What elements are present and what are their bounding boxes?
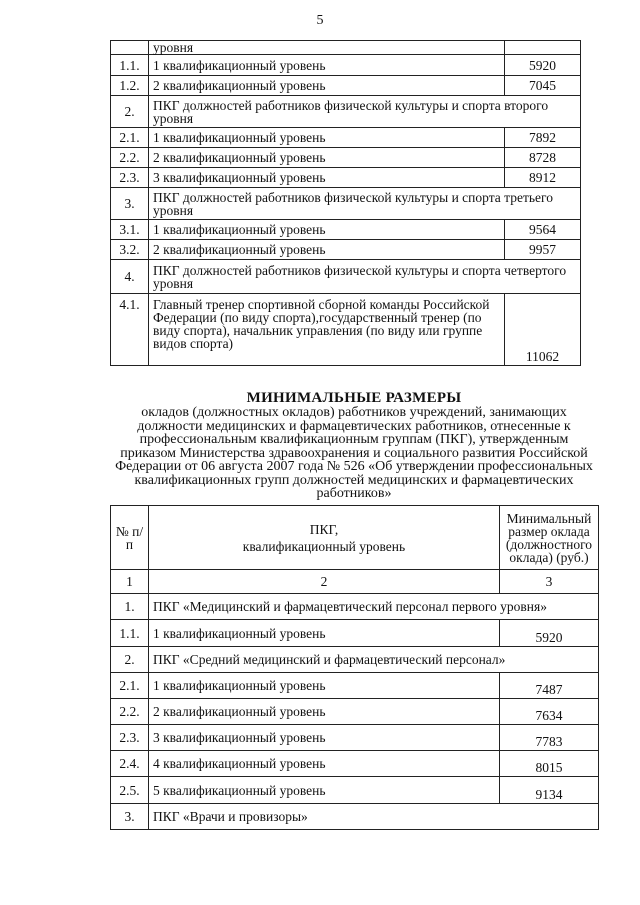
group-title: ПКГ «Средний медицинский и фармацевтический персонал» [149, 647, 599, 673]
section-heading [110, 390, 598, 501]
row-text: 1 квалификационный уровень [149, 55, 505, 76]
row-value: 7487 [500, 673, 599, 699]
index-row [111, 570, 599, 594]
table-row [111, 188, 581, 220]
group-title: ПКГ должностей работников физической культуры и спорта третьего уровня [149, 188, 581, 220]
index-cell: 2 [149, 570, 500, 594]
row-value: 7783 [500, 725, 599, 751]
header-pkg [149, 506, 500, 570]
table-row [111, 55, 581, 76]
row-number: 2. [111, 96, 149, 128]
row-value [505, 41, 581, 55]
group-title: ПКГ «Врачи и провизоры» [149, 804, 599, 830]
group-title: ПКГ «Медицинский и фармацевтический персонал первого уровня» [149, 594, 599, 620]
table-row [111, 673, 599, 699]
table-row [111, 260, 581, 294]
row-value: 7634 [500, 699, 599, 725]
row-number: 2.5. [111, 777, 149, 804]
table-row [111, 76, 581, 96]
row-value: 7892 [505, 128, 581, 148]
row-value: 9134 [500, 777, 599, 804]
row-text: Главный тренер спортивной сборной команды Российской Федерации (по виду спорта),государственный тренер (по виду спорта), начальник управления (по виду или группе видов спорта) [149, 294, 505, 366]
row-text: 2 квалификационный уровень [149, 76, 505, 96]
table-sports-salaries [110, 40, 581, 366]
row-number: 2.1. [111, 673, 149, 699]
row-text: 3 квалификационный уровень [149, 725, 500, 751]
table-medical-salaries [110, 505, 599, 830]
row-value: 9564 [505, 220, 581, 240]
group-title: ПКГ должностей работников физической культуры и спорта второго уровня [149, 96, 581, 128]
row-number: 2.3. [111, 168, 149, 188]
header-row [111, 506, 599, 570]
row-text: 2 квалификационный уровень [149, 148, 505, 168]
table-row [111, 699, 599, 725]
row-text: уровня [149, 41, 505, 55]
table-row [111, 41, 581, 55]
row-number [111, 41, 149, 55]
row-number: 2.2. [111, 699, 149, 725]
table-row [111, 148, 581, 168]
row-text: 5 квалификационный уровень [149, 777, 500, 804]
table-row [111, 620, 599, 647]
page-number: 5 [316, 13, 324, 28]
table-row [111, 594, 599, 620]
row-number: 2.2. [111, 148, 149, 168]
table-row [111, 725, 599, 751]
row-text: 1 квалификационный уровень [149, 620, 500, 647]
row-number: 3. [111, 804, 149, 830]
row-text: 2 квалификационный уровень [149, 240, 505, 260]
row-value: 5920 [505, 55, 581, 76]
table-row [111, 647, 599, 673]
row-number: 4.1. [111, 294, 149, 366]
table-row [111, 804, 599, 830]
row-value: 8912 [505, 168, 581, 188]
row-number: 2.1. [111, 128, 149, 148]
row-number: 1. [111, 594, 149, 620]
header-salary: Минимальный размер оклада (должностного оклада) (руб.) [500, 506, 599, 570]
table-row [111, 168, 581, 188]
row-value: 8015 [500, 751, 599, 777]
header-num: № п/п [111, 506, 149, 570]
row-value: 7045 [505, 76, 581, 96]
row-number: 2.3. [111, 725, 149, 751]
group-title: ПКГ должностей работников физической культуры и спорта четвертого уровня [149, 260, 581, 294]
row-text: 1 квалификационный уровень [149, 673, 500, 699]
row-text: 1 квалификационный уровень [149, 128, 505, 148]
row-value: 5920 [500, 620, 599, 647]
index-cell: 3 [500, 570, 599, 594]
row-number: 4. [111, 260, 149, 294]
row-number: 3.2. [111, 240, 149, 260]
row-number: 2. [111, 647, 149, 673]
row-number: 3. [111, 188, 149, 220]
header-pkg-line2: квалификационный уровень [242, 538, 406, 554]
table-row [111, 220, 581, 240]
row-number: 3.1. [111, 220, 149, 240]
table-row [111, 128, 581, 148]
table-row [111, 777, 599, 804]
row-value: 11062 [505, 294, 581, 366]
row-number: 1.1. [111, 620, 149, 647]
row-number: 1.1. [111, 55, 149, 76]
table-row [111, 96, 581, 128]
section-title: МИНИМАЛЬНЫЕ РАЗМЕРЫ [246, 390, 462, 406]
row-value: 8728 [505, 148, 581, 168]
row-number: 1.2. [111, 76, 149, 96]
row-text: 3 квалификационный уровень [149, 168, 505, 188]
table-row [111, 751, 599, 777]
section-subtitle: окладов (должностных окладов) работников учреждений, занимающих должности медицинских и фармацевтических работников, отнесенные к профессиональным квалификационным группам (ПКГ), утвержденным приказом Министерства здравоохранения и социального развития Российской Федерации от 06 августа 2007 года № 526 «Об утверждении профессиональных квалификационных групп должностей медицинских и фармацевтических работников» [115, 405, 593, 501]
row-text: 2 квалификационный уровень [149, 699, 500, 725]
header-pkg-line1: ПКГ, [309, 521, 339, 537]
table-row [111, 294, 581, 366]
row-text: 1 квалификационный уровень [149, 220, 505, 240]
index-cell: 1 [111, 570, 149, 594]
row-value: 9957 [505, 240, 581, 260]
row-text: 4 квалификационный уровень [149, 751, 500, 777]
table-row [111, 240, 581, 260]
row-number: 2.4. [111, 751, 149, 777]
